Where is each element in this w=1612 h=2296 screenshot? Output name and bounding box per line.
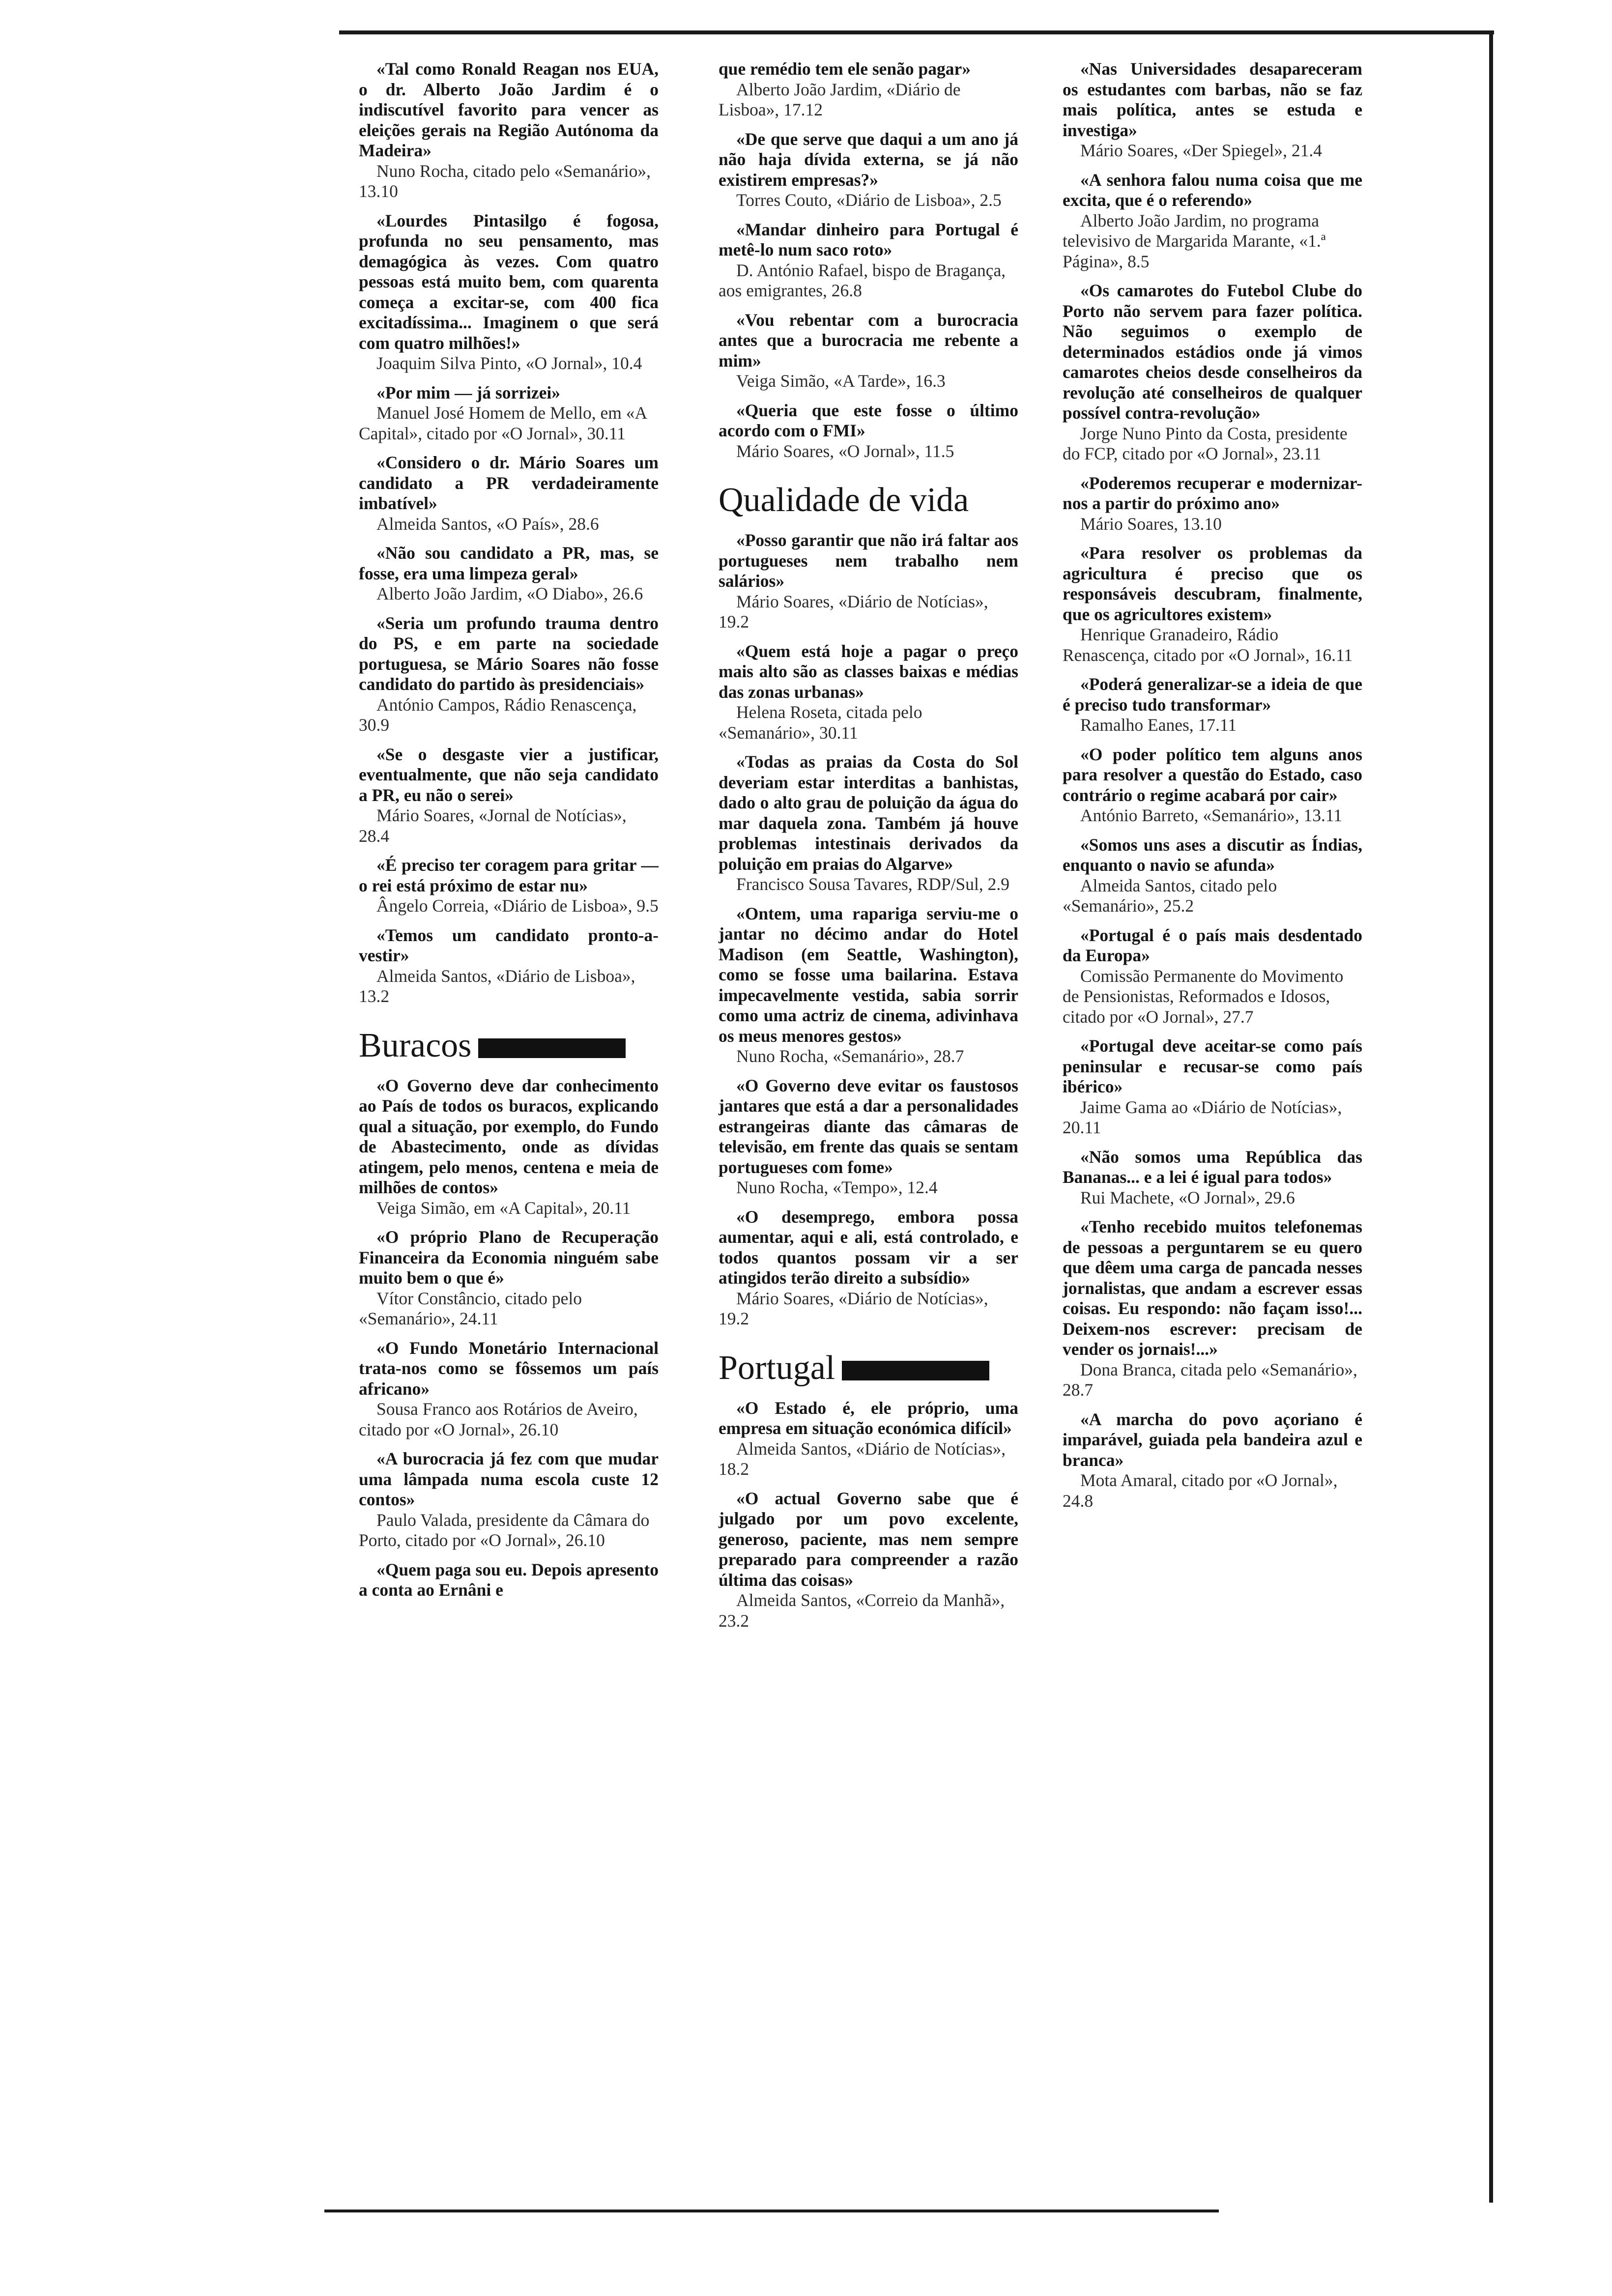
quote-attribution: Ângelo Correia, «Diário de Lisboa», 9.5 (376, 896, 659, 916)
quote-attribution: Almeida Santos, citado pelo «Semanário», 25.2 (1063, 875, 1277, 916)
quote-text: «A marcha do povo açoriano é imparável, guiada pela bandeira azul e branca» (1063, 1409, 1362, 1470)
quote-attribution: Mário Soares, «Diário de Notícias», 19.2 (719, 591, 988, 631)
quote-text: «Ontem, uma rapariga serviu-me o jantar no décimo andar do Hotel Madison (em Seattle, Washington), como se fosse uma bailarina. Estava impecavelmente vestida, sabia sorrir como uma actriz de cinema, adivinhava os meus menores gestos» (719, 903, 1018, 1046)
quote-item (1063, 1036, 1362, 1138)
section-heading (719, 1349, 1018, 1387)
quote-attribution: Henrique Granadeiro, Rádio Renascença, citado por «O Jornal», 16.11 (1063, 625, 1353, 665)
quote-attribution: Paulo Valada, presidente da Câmara do Porto, citado por «O Jornal», 26.10 (359, 1510, 650, 1550)
quote-text: «O desemprego, embora possa aumentar, aqui e ali, está controlado, e todos quantos possam vir a ser atingidos terão direito a subsídio» (719, 1206, 1018, 1288)
quote-text: «A burocracia já fez com que mudar uma lâmpada numa escola custe 12 contos» (359, 1449, 659, 1509)
quote-text: «Somos uns ases a discutir as Índias, enquanto o navio se afunda» (1063, 834, 1362, 875)
quote-text: «Os camarotes do Futebol Clube do Porto não servem para fazer política. Não seguimos o exemplo de determinados estádios onde já vimos camarotes cheios desde conselheiros da revolução até conselheiros de qualquer possível contra-revolução» (1063, 281, 1362, 423)
quote-item (1063, 473, 1362, 535)
quote-text: «Se o desgaste vier a justificar, eventualmente, que não seja candidato a PR, eu não o serei» (359, 744, 659, 805)
quote-text: «Não somos uma República das Bananas... e a lei é igual para todos» (1063, 1147, 1362, 1187)
quote-item (359, 383, 659, 444)
quote-attribution: Almeida Santos, «Correio da Manhã», 23.2 (719, 1590, 1005, 1631)
quote-text: «Temos um candidato pronto-a-vestir» (359, 925, 659, 965)
quote-item (719, 530, 1018, 632)
quote-item (1063, 925, 1362, 1028)
quote-text: «É preciso ter coragem para gritar — o rei está próximo de estar nu» (359, 855, 659, 895)
quote-text: «Considero o dr. Mário Soares um candidato a PR verdadeiramente imbatível» (359, 453, 659, 513)
quote-item (719, 310, 1018, 392)
quote-text: «Para resolver os problemas da agricultura é preciso que os responsáveis descubram, finalmente, que os agricultores existem» (1063, 543, 1362, 624)
quote-item (1063, 1217, 1362, 1401)
quote-text: «Queria que este fosse o último acordo com o FMI» (719, 400, 1018, 440)
quote-item (359, 1449, 659, 1551)
quote-attribution: Veiga Simão, em «A Capital», 20.11 (376, 1198, 631, 1218)
quote-text: «Todas as praias da Costa do Sol deveriam estar interditas a banhistas, dado o alto grau de poluição da água do mar daquela zona. Também já houve problemas intestinais derivados da poluição em praias do Algarve» (719, 752, 1018, 874)
quote-item (719, 1207, 1018, 1329)
quote-item (719, 1398, 1018, 1480)
quote-attribution: Helena Roseta, citada pelo «Semanário», 30.11 (719, 702, 922, 743)
quote-text: que remédio tem ele senão pagar» (719, 59, 971, 79)
quote-text: «Nas Universidades desapareceram os estudantes com barbas, não se faz mais política, antes se estuda e investiga» (1063, 59, 1362, 140)
quote-item (1063, 674, 1362, 736)
quote-item (359, 855, 659, 917)
quote-text: «Tal como Ronald Reagan nos EUA, o dr. Alberto João Jardim é o indiscutível favorito para vencer as eleições gerais na Região Autónoma da Madeira» (359, 59, 659, 160)
quote-attribution: D. António Rafael, bispo de Bragança, aos emigrantes, 26.8 (719, 260, 1006, 300)
quote-attribution: Nuno Rocha, «Tempo», 12.4 (736, 1177, 938, 1197)
quote-attribution: Almeida Santos, «O País», 28.6 (376, 514, 599, 534)
quote-item (719, 1489, 1018, 1632)
quote-attribution: Alberto João Jardim, no programa televisivo de Margarida Marante, «1.ª Página», 8.5 (1063, 210, 1326, 271)
quote-attribution: Almeida Santos, «Diário de Lisboa», 13.2 (359, 966, 635, 1006)
quote-attribution: Torres Couto, «Diário de Lisboa», 2.5 (736, 190, 1002, 210)
quote-text: «O Governo deve dar conhecimento ao País de todos os buracos, explicando qual a situação, por exemplo, do Fundo de Abastecimento, onde as dívidas atingem, pelo menos, centena e meia de milhões de contos» (359, 1075, 659, 1197)
quote-attribution: Mário Soares, 13.10 (1080, 514, 1222, 534)
quote-attribution: Rui Machete, «O Jornal», 29.6 (1080, 1187, 1295, 1207)
quote-text: «O Governo deve evitar os faustosos jantares que está a dar a personalidades estrangeiras diante das câmaras de televisão, em frente das quais se sentam portugueses com fome» (719, 1075, 1018, 1177)
section-heading-text: Qualidade de vida (719, 481, 972, 519)
quote-attribution: Nuno Rocha, citado pelo «Semanário», 13.10 (359, 161, 651, 201)
quote-text: «De que serve que daqui a um ano já não haja dívida externa, se já não existirem empresas?» (719, 129, 1018, 190)
quote-attribution: Comissão Permanente do Movimento de Pensionistas, Reformados e Idosos, citado por «O Jornal», 27.7 (1063, 966, 1344, 1027)
quote-text: «O Estado é, ele próprio, uma empresa em situação económica difícil» (719, 1398, 1018, 1438)
quote-text: «Seria um profundo trauma dentro do PS, e em parte na sociedade portuguesa, se Mário Soares não fosse candidato do partido às presidenciais» (359, 613, 659, 694)
column-3 (1063, 59, 1362, 1520)
quote-item (1063, 1409, 1362, 1512)
quote-attribution: Mário Soares, «Diário de Notícias», 19.2 (719, 1288, 988, 1328)
heading-bar (478, 1038, 626, 1058)
section-heading-text: Portugal (719, 1349, 838, 1387)
quote-item (719, 904, 1018, 1067)
column-1 (359, 59, 659, 1609)
quote-attribution: Veiga Simão, «A Tarde», 16.3 (736, 371, 946, 391)
quote-attribution: Dona Branca, citada pelo «Semanário», 28.7 (1063, 1359, 1357, 1400)
quote-text: «Lourdes Pintasilgo é fogosa, profunda no seu pensamento, mas demagógica às vezes. Com quatro pessoas está muito bem, com quarenta começa a excitar-se, com 400 fica excitadíssima... Imaginem o que será com quatro milhões!» (359, 210, 659, 353)
quote-item (719, 59, 1018, 120)
quote-item (1063, 59, 1362, 161)
section-heading (719, 481, 1018, 519)
quote-item (359, 1076, 659, 1219)
quote-item (359, 613, 659, 736)
quote-text: «Portugal é o país mais desdentado da Europa» (1063, 925, 1362, 965)
quote-text: «Mandar dinheiro para Portugal é metê-lo num saco roto» (719, 219, 1018, 259)
quote-attribution: Sousa Franco aos Rotários de Aveiro, citado por «O Jornal», 26.10 (359, 1399, 638, 1439)
quote-item (1063, 835, 1362, 917)
quote-item (719, 401, 1018, 462)
quote-attribution: Nuno Rocha, «Semanário», 28.7 (736, 1046, 964, 1066)
quote-item (359, 1560, 659, 1601)
bottom-rule (324, 2210, 1219, 2212)
quote-text: «Vou rebentar com a burocracia antes que a burocracia me rebente a mim» (719, 310, 1018, 371)
quote-text: «O actual Governo sabe que é julgado por um povo excelente, generoso, paciente, mas nem sempre preparado para compreender a razão última das coisas» (719, 1488, 1018, 1590)
quote-attribution: Mário Soares, «O Jornal», 11.5 (736, 441, 954, 461)
quote-attribution: Mário Soares, «Jornal de Notícias», 28.4 (359, 805, 627, 846)
quote-attribution: Vítor Constâncio, citado pelo «Semanário», 24.11 (359, 1288, 582, 1328)
quote-item (359, 1227, 659, 1329)
quote-text: «Por mim — já sorrizei» (376, 382, 560, 402)
quote-attribution: Ramalho Eanes, 17.11 (1080, 715, 1237, 735)
quote-text: «Posso garantir que não irá faltar aos portugueses nem trabalho nem salários» (719, 530, 1018, 591)
quote-item (719, 752, 1018, 895)
quote-text: «Poderemos recuperar e modernizar-nos a partir do próximo ano» (1063, 473, 1362, 513)
quote-attribution: Mota Amaral, citado por «O Jornal», 24.8 (1063, 1470, 1338, 1511)
quote-item (719, 1076, 1018, 1198)
quote-attribution: Alberto João Jardim, «O Diabo», 26.6 (376, 584, 643, 603)
quote-item (719, 129, 1018, 211)
quote-text: «Não sou candidato a PR, mas, se fosse, era uma limpeza geral» (359, 543, 659, 583)
quote-text: «A senhora falou numa coisa que me excita, que é o referendo» (1063, 170, 1362, 210)
quote-item (1063, 1147, 1362, 1208)
quote-text: «Portugal deve aceitar-se como país peninsular e recusar-se como país ibérico» (1063, 1036, 1362, 1096)
quote-item (359, 59, 659, 202)
quote-attribution: Alberto João Jardim, «Diário de Lisboa», 17.12 (719, 79, 961, 119)
quote-item (359, 745, 659, 847)
quote-attribution: Francisco Sousa Tavares, RDP/Sul, 2.9 (736, 874, 1009, 894)
quote-item (1063, 170, 1362, 272)
quote-attribution: Mário Soares, «Der Spiegel», 21.4 (1080, 141, 1322, 160)
quote-text: «Quem paga sou eu. Depois apresento a conta ao Ernâni e (359, 1559, 659, 1600)
heading-bar (842, 1361, 989, 1380)
right-rule (1489, 30, 1493, 2203)
quote-item (1063, 281, 1362, 464)
quote-text: «O poder político tem alguns anos para resolver a questão do Estado, caso contrário o regime acabará por cair» (1063, 744, 1362, 805)
section-heading (359, 1027, 659, 1065)
quote-attribution: Jorge Nuno Pinto da Costa, presidente do FCP, citado por «O Jornal», 23.11 (1063, 423, 1348, 463)
quote-text: «Poderá generalizar-se a ideia de que é preciso tudo transformar» (1063, 674, 1362, 715)
quote-item (1063, 745, 1362, 826)
quote-item (359, 1338, 659, 1440)
quote-attribution: Manuel José Homem de Mello, em «A Capital», citado por «O Jornal», 30.11 (359, 403, 647, 443)
quote-attribution: Almeida Santos, «Diário de Notícias», 18.2 (719, 1438, 1006, 1479)
quote-item (359, 211, 659, 374)
quote-item (1063, 543, 1362, 665)
quote-text: «O Fundo Monetário Internacional trata-nos como se fôssemos um país africano» (359, 1338, 659, 1399)
top-rule (339, 30, 1494, 34)
quote-item (359, 925, 659, 1007)
quote-text: «O próprio Plano de Recuperação Financeira da Economia ninguém sabe muito bem o que é» (359, 1227, 659, 1288)
quote-item (359, 453, 659, 534)
section-heading-text: Buracos (359, 1027, 474, 1064)
quote-attribution: Joaquim Silva Pinto, «O Jornal», 10.4 (376, 353, 642, 373)
quote-item (359, 543, 659, 604)
quote-item (719, 641, 1018, 744)
quote-attribution: Jaime Gama ao «Diário de Notícias», 20.11 (1063, 1097, 1342, 1137)
quote-item (719, 220, 1018, 301)
quote-attribution: António Campos, Rádio Renascença, 30.9 (359, 694, 637, 735)
quote-attribution: António Barreto, «Semanário», 13.11 (1080, 805, 1343, 825)
quote-text: «Quem está hoje a pagar o preço mais alto são as classes baixas e médias das zonas urbanas» (719, 641, 1018, 702)
column-2 (719, 59, 1018, 1640)
quote-text: «Tenho recebido muitos telefonemas de pessoas a perguntarem se eu quero que dêem uma carga de pancada nesses jornalistas, que andam a escrever essas coisas. Eu respondo: não façam isso!... Deixem-nos escrever: precisam de vender os jornais!...» (1063, 1217, 1362, 1359)
